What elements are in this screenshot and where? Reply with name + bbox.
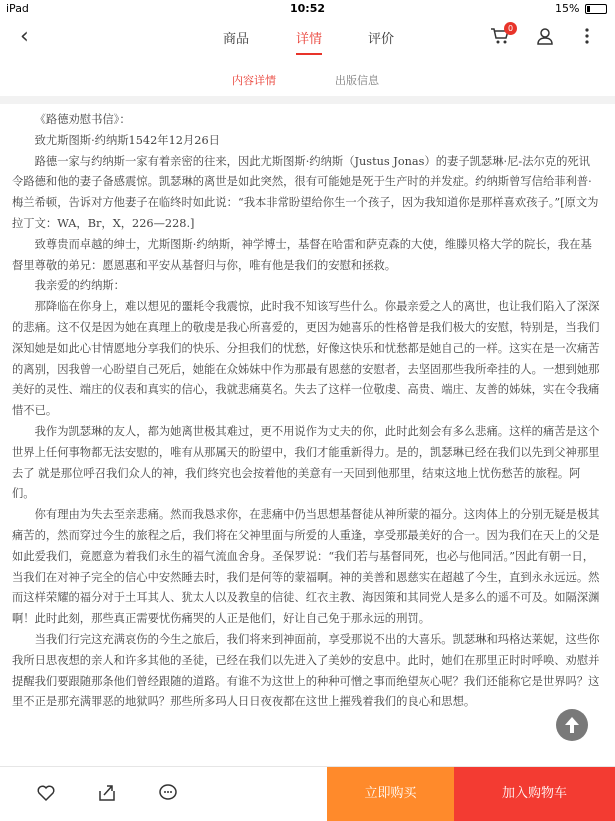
content-paragraph: 致尤斯图斯·约纳斯1542年12月26日 — [34, 133, 220, 147]
content-paragraph: 《路德劝慰书信》： — [34, 113, 131, 126]
tab-reviews[interactable]: 评价 — [368, 32, 395, 47]
device-label: iPad — [6, 2, 29, 15]
content-paragraph: 那降临在你身上，难以想见的噩耗令我震惊，此时我不知该写些什么。你最亲爱之人的离世，也让我们陷入了深深的悲痛。这不仅是因为她在真理上的敬虔是我心所喜爱的，更因为她喜乐的性格曾是我们极大的安慰，特别是，当我们深知她是如此心甘情愿地分享我们的快乐、分担我们的忧愁，好像这快乐和忧愁都是她自己的一样。这实在是一次痛苦的离别，因我曾一心盼望自己死后，她能在众姊妹中作为那最有恩慈的安慰者，去坚固那些我所牵挂的人。一想到她那美好的灵性、端庄的仪表和真实的信心，我就悲痛莫名。失去了这样一位敬虔、高贵、端庄、友善的姊妹，实在令我痛惜不已。 — [12, 300, 600, 418]
content-paragraph: 当我们行完这充满哀伤的今生之旅后，我们将来到神面前，享受那说不出的大喜乐。凯瑟琳和玛格达莱妮，这些你我所日思夜想的亲人和许多其他的圣徒，已经在我们以先进入了美妙的安息中。此时，她们在那里正时时呼唤、劝慰并提醒我们要跟随那条他们曾经跟随的道路。有谁不为这世上的种种可憎之事而绝望灰心呢？我们还能称它是世界吗？这里不正是那充满罪恶的地狱吗？那些所多玛人日日夜夜都在这世上摧残着我们的良心和思想。 — [12, 632, 600, 709]
tab-details[interactable]: 详情 — [296, 28, 322, 47]
status-time: 10:52 — [289, 2, 325, 15]
buy-now-button[interactable]: 立即购买 — [327, 767, 454, 821]
status-right — [555, 2, 607, 15]
status-bar — [0, 0, 615, 18]
content-paragraph: 我亲爱的约纳斯： — [34, 279, 125, 293]
content-paragraph: 你有理由为失去至亲悲痛。然而我恳求你，在悲痛中仍当思想基督徒从神所蒙的福分。这肉体上的分别无疑是极其痛苦的，然而穿过今生的旅程之后，我们将在父神里面与所爱的人重逢，享受那最美好的合一。因为我们在天上的父是如此爱我们，竟愿意为着我们永生的福气流血舍身。圣保罗说：“我们若与基督同死，也必与他同活。”因此有朝一日，当我们在对神子完全的信心中安然睡去时，我们是何等的蒙福啊。神的美善和恩慈实在超越了今生，直到永永远远。然而这样荣耀的福分对于土耳其人、犹太人以及教皇的信徒、红衣主教、海因策和其同党人是多么的遥不可及。如隔深渊啊！此时此刻，那些真正需要忧伤痛哭的人正是他们，好让自己免于那永远的刑罚。 — [12, 508, 600, 626]
content-paragraph: 致尊贵而卓越的绅士，尤斯图斯·约纳斯，神学博士，基督在哈雷和萨克森的大使，维滕贝格大学的院长，我在基督里尊敬的弟兄：愿恩惠和平安从基督归与你，唯有他是我们的安慰和拯救。 — [12, 237, 592, 272]
arrow-up-icon — [556, 709, 588, 741]
battery-icon — [585, 4, 607, 14]
tab-product[interactable]: 商品 — [223, 32, 250, 47]
cart-badge: 0 — [504, 22, 517, 35]
tab-publish-info[interactable]: 出版信息 — [335, 74, 379, 87]
share-icon[interactable] — [97, 783, 117, 807]
tab-content-details[interactable]: 内容详情 — [232, 74, 276, 87]
more-vertical-icon[interactable] — [583, 26, 591, 50]
heart-icon[interactable] — [36, 783, 56, 807]
battery-percent: 15% — [555, 2, 580, 15]
user-icon[interactable] — [535, 26, 555, 50]
sub-nav — [0, 62, 615, 92]
bottom-bar — [0, 766, 615, 821]
top-nav — [0, 18, 615, 58]
chevron-left-icon[interactable]: ‹ — [20, 24, 29, 49]
chat-icon[interactable] — [158, 783, 178, 807]
scroll-to-top-button[interactable] — [556, 709, 588, 741]
content-paragraph: 路德一家与约纳斯一家有着亲密的往来，因此尤斯图斯·约纳斯（Justus Jonas）的妻子凯瑟琳·尼-法尔克的死讯令路德和他的妻子备感震惊。凯瑟琳的离世是如此突然，很有可能她是死于生产时的并发症。约纳斯曾写信给菲利普·梅兰希顿，告诉对方他妻子在临终时如此说：“我本非常盼望给你生一个孩子，因为我知道你是那样喜欢孩子。”[原文为拉丁文：WA，Br，X，226—228.] — [12, 154, 599, 230]
content-paragraph: 我作为凯瑟琳的友人，都为她离世极其难过，更不用说作为丈夫的你，此时此刻会有多么悲痛。这样的痛苦是这个世界上任何事物都无法安慰的，唯有从那属天的盼望中，我们才能重新得力。是的，凯瑟琳已经在我们以先到父神那里去了 就是那位呼召我们众人的神，我们终究也会按着他的美意有一天回到他那里，结束这地上忧伤愁苦的旅程。阿们。 — [12, 424, 600, 501]
add-to-cart-button[interactable]: 加入购物车 — [454, 767, 615, 821]
book-content — [12, 110, 600, 754]
section-divider — [0, 96, 615, 104]
cart-icon[interactable] — [490, 24, 514, 50]
